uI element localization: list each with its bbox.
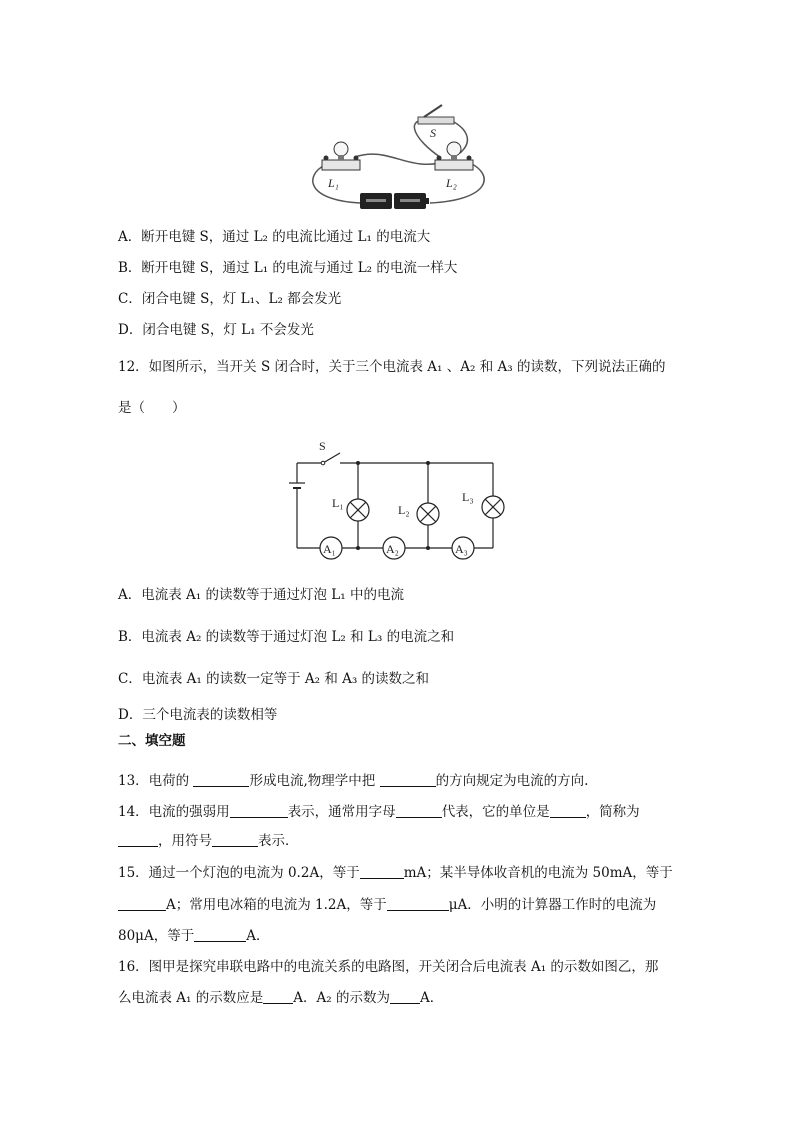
q11-option-a: A．断开电键 S，通过 L₂ 的电流比通过 L₁ 的电流大 [118, 229, 431, 245]
q16-text-4: A． [419, 990, 444, 1006]
fig2-a3-label: A₃ [455, 542, 468, 556]
q16-blank-2[interactable] [390, 989, 420, 1004]
q14-text-3: 代表，它的单位是 [441, 804, 550, 820]
section-heading-fill-in: 二、填空题 [118, 733, 186, 749]
q14-blank-1[interactable] [230, 803, 288, 818]
fig2-l3-label: L₃ [462, 490, 474, 504]
q13-text-1: 13．电荷的 [118, 773, 194, 789]
q12-option-d: D．三个电流表的读数相等 [118, 707, 278, 723]
circuit-schematic-figure [285, 435, 510, 565]
q14-blank-2[interactable] [396, 803, 442, 818]
q15-blank-4[interactable] [194, 927, 246, 942]
q12-option-b: B．电流表 A₂ 的读数等于通过灯泡 L₂ 和 L₃ 的电流之和 [118, 629, 455, 645]
q13-blank-2[interactable] [380, 772, 436, 787]
q15-line-3 [118, 926, 269, 946]
q14-blank-3[interactable] [550, 803, 586, 818]
q14-line-2 [118, 831, 299, 851]
q15-blank-3[interactable] [387, 896, 449, 911]
fig2-l2-label: L₂ [398, 503, 410, 517]
q13-text-2: 形成电流,物理学中把 [249, 773, 380, 789]
q15-line-1 [118, 863, 673, 883]
q15-line-2 [118, 895, 656, 915]
q13-text-3: 的方向规定为电流的方向. [435, 773, 589, 789]
q12-stem-line2: 是（ ） [118, 400, 186, 416]
q16-text-2: 么电流表 A₁ 的示数应是 [118, 990, 264, 1006]
q11-option-c: C．闭合电键 S，灯 L₁、L₂ 都会发光 [118, 291, 342, 307]
fig2-switch-label: S [319, 439, 326, 453]
q14-blank-5[interactable] [212, 832, 258, 847]
q15-text-6: A． [246, 928, 270, 944]
fig2-a1-label: A₁ [323, 542, 336, 556]
q16-text-3: A．A₂ 的示数为 [293, 990, 390, 1006]
q12-option-c: C．电流表 A₁ 的读数一定等于 A₂ 和 A₃ 的读数之和 [118, 671, 430, 687]
fig2-l1-label: L₁ [332, 496, 344, 510]
q15-text-4: μA．小明的计算器工作时的电流为 [448, 897, 657, 913]
q15-blank-2[interactable] [118, 896, 166, 911]
q14-blank-4[interactable] [118, 832, 158, 847]
q11-option-b: B．断开电键 S，通过 L₁ 的电流与通过 L₂ 的电流一样大 [118, 260, 458, 276]
q12-stem-line1: 12．如图所示，当开关 S 闭合时，关于三个电流表 A₁ 、A₂ 和 A₃ 的读数，下列说法正确的 [118, 359, 666, 375]
q15-text-1: 15．通过一个灯泡的电流为 0.2A，等于 [118, 865, 360, 881]
q15-text-2: mA；某半导体收音机的电流为 50mA，等于 [403, 865, 673, 881]
q11-option-d: D．闭合电键 S，灯 L₁ 不会发光 [118, 322, 314, 338]
q15-text-5: 80μA，等于 [118, 928, 195, 944]
q16-line-1: 16．图甲是探究串联电路中的电流关系的电路图，开关闭合后电流表 A₁ 的示数如图乙，那 [118, 959, 659, 975]
q13-line [118, 771, 588, 791]
q15-blank-1[interactable] [360, 864, 404, 879]
q14-text-6: 表示． [258, 833, 299, 849]
q16-line-2 [118, 988, 443, 1008]
q13-blank-1[interactable] [193, 772, 249, 787]
q16-blank-1[interactable] [263, 989, 293, 1004]
q14-text-1: 14．电流的强弱用 [118, 804, 230, 820]
fig1-lamp2-label: L₂ [446, 176, 457, 190]
q12-option-a: A．电流表 A₁ 的读数等于通过灯泡 L₁ 中的电流 [118, 587, 404, 603]
fig2-a2-label: A₂ [386, 542, 399, 556]
q14-text-5: ，用符号 [158, 833, 212, 849]
q14-text-2: 表示，通常用字母 [287, 804, 396, 820]
q15-text-3: A；常用电冰箱的电流为 1.2A，等于 [166, 897, 387, 913]
fig1-lamp1-label: L₁ [328, 176, 339, 190]
q14-line-1 [118, 802, 640, 822]
fig1-switch-label: S [430, 126, 436, 140]
circuit-photo-figure [300, 105, 500, 215]
q14-text-4: ，简称为 [585, 804, 640, 820]
